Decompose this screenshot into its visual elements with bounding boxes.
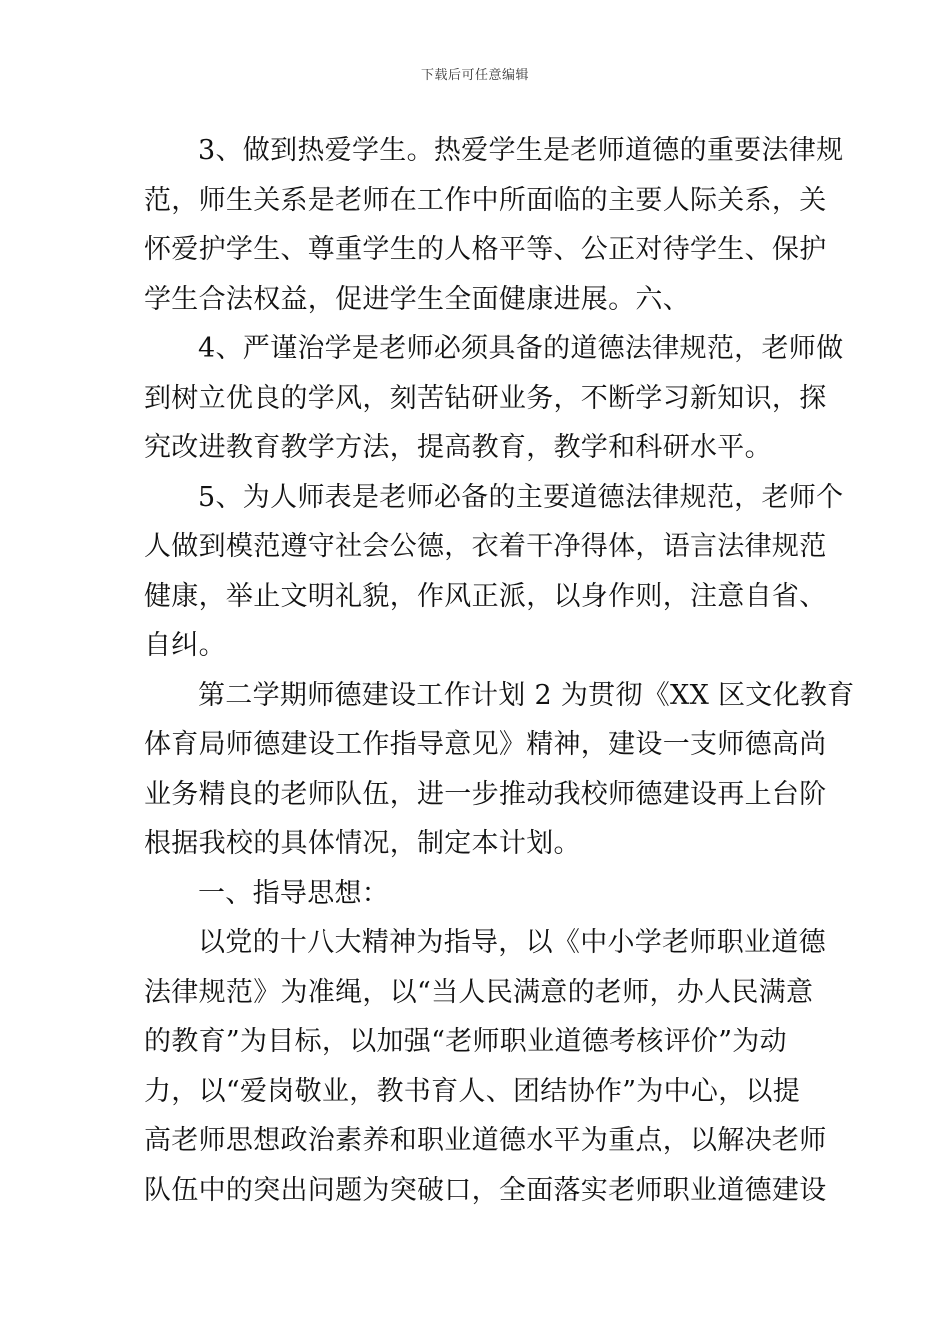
text-line: 健康，举止文明礼貌，作风正派，以身作则，注意自省、 <box>144 580 827 612</box>
text-line: 4、严谨治学是老师必须具备的道德法律规范，老师做 <box>198 333 844 364</box>
text-line: 力，以“爱岗敬业，教书育人、团结协作”为中心，以提 <box>144 1075 801 1107</box>
text-line: 学生合法权益，促进学生全面健康进展。六、 <box>144 283 690 315</box>
document-body <box>144 126 855 1215</box>
text-line: 3、做到热爱学生。热爱学生是老师道德的重要法律规 <box>198 135 844 166</box>
text-line: 人做到模范遵守社会公德，衣着干净得体，语言法律规范 <box>144 531 827 562</box>
text-line: 法律规范》为准绳，以“当人民满意的老师，办人民满意 <box>144 976 814 1008</box>
text-line: 业务精良的老师队伍，进一步推动我校师德建设再上台阶 <box>144 778 827 810</box>
text-line: 第二学期师德建设工作计划 2 为贯彻《XX 区文化教育 <box>198 679 855 711</box>
text-line: 究改进教育教学方法，提高教育，教学和科研水平。 <box>144 432 772 463</box>
text-line: 根据我校的具体情况，制定本计划。 <box>144 828 581 859</box>
text-line: 到树立优良的学风，刻苦钻研业务，不断学习新知识，探 <box>144 382 827 414</box>
text-line: 以党的十八大精神为指导，以《中小学老师职业道德 <box>198 927 826 958</box>
text-line: 的教育”为目标，以加强“老师职业道德考核评价”为动 <box>144 1026 787 1057</box>
text-line: 队伍中的突出问题为突破口，全面落实老师职业道德建设 <box>144 1174 827 1206</box>
text-line: 5、为人师表是老师必备的主要道德法律规范，老师个 <box>198 481 844 513</box>
text-line: 一、指导思想： <box>198 877 390 909</box>
text-line: 体育局师德建设工作指导意见》精神，建设一支师德高尚 <box>144 729 827 760</box>
text-line: 高老师思想政治素养和职业道德水平为重点，以解决老师 <box>144 1125 827 1156</box>
text-line: 自纠。 <box>144 630 226 661</box>
text-line: 范，师生关系是老师在工作中所面临的主要人际关系，关 <box>144 184 827 216</box>
download-note: 下载后可任意编辑 <box>420 68 529 83</box>
text-line: 怀爱护学生、尊重学生的人格平等、公正对待学生、保护 <box>144 234 827 265</box>
